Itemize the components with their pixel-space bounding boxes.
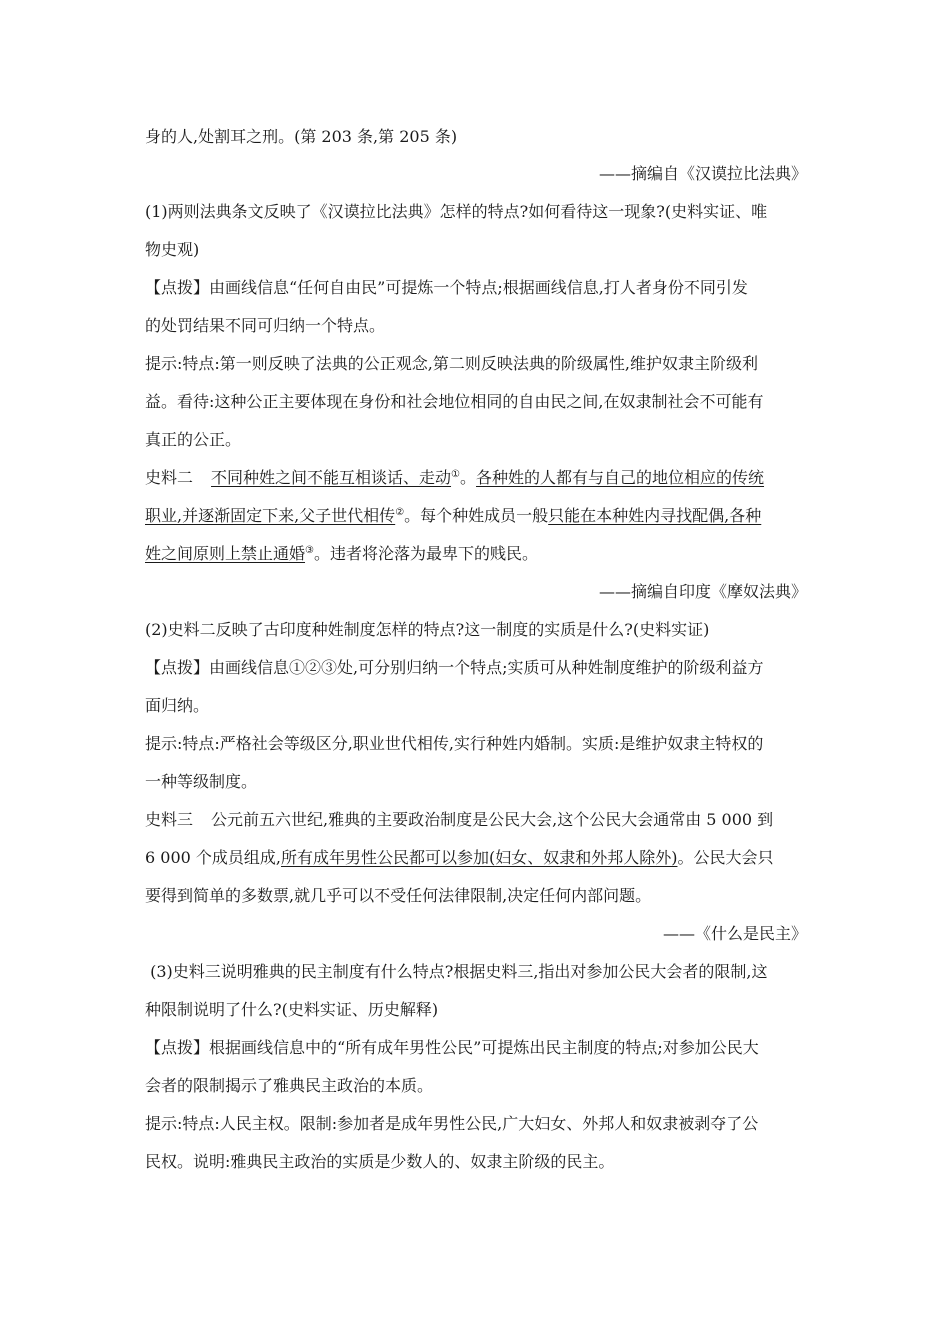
answer-3-cont: 民权。说明:雅典民主政治的实质是少数人的、奴隶主阶级的民主。 xyxy=(145,1152,615,1171)
answer-2-cont: 一种等级制度。 xyxy=(145,772,258,791)
source-3-line-1 xyxy=(145,810,807,830)
plain-text: 。违者将沦落为最卑下的贱民。 xyxy=(313,544,538,563)
text-line: 身的人,处割耳之刑。(第 203 条,第 205 条) xyxy=(145,127,458,146)
marker: ① xyxy=(451,469,460,480)
plain-text: 。公民大会只 xyxy=(677,848,774,867)
source-citation: ——摘编自印度《摩奴法典》 xyxy=(598,582,807,601)
hint-1: 【点拨】由画线信息“任何自由民”可提炼一个特点;根据画线信息,打人者身份不同引发 xyxy=(145,278,748,297)
marker: ③ xyxy=(305,545,314,556)
answer-1-cont: 益。看待:这种公正主要体现在身份和社会地位相同的自由民之间,在奴隶制社会不可能有 xyxy=(145,392,764,411)
underlined-text: 只能在本种姓内寻找配偶,各种 xyxy=(548,506,762,525)
hint-3-cont: 会者的限制揭示了雅典民主政治的本质。 xyxy=(145,1076,434,1095)
hint-2-cont: 面归纳。 xyxy=(145,696,210,715)
plain-text: 6 000 个成员组成, xyxy=(145,848,281,867)
source-2-label: 史料二 xyxy=(145,468,194,487)
underlined-text: 所有成年男性公民都可以参加(妇女、奴隶和外邦人除外) xyxy=(280,848,678,867)
hint-3: 【点拨】根据画线信息中的“所有成年男性公民”可提炼出民主制度的特点;对参加公民大 xyxy=(145,1038,759,1057)
answer-1: 提示:特点:第一则反映了法典的公正观念,第二则反映法典的阶级属性,维护奴隶主阶级利 xyxy=(145,354,758,373)
underlined-text: 姓之间原则上禁止通婚 xyxy=(145,544,306,563)
underlined-text: 不同种姓之间不能互相谈话、走动 xyxy=(211,468,452,487)
plain-text: 。 xyxy=(460,468,477,487)
question-1-cont: 物史观) xyxy=(145,240,200,259)
question-3-cont: 种限制说明了什么?(史料实证、历史解释) xyxy=(145,1000,439,1019)
answer-3: 提示:特点:人民主权。限制:参加者是成年男性公民,广大妇女、外邦人和奴隶被剥夺了公 xyxy=(145,1114,759,1133)
plain-text: 公元前五六世纪,雅典的主要政治制度是公民大会,这个公民大会通常由 5 000 到 xyxy=(211,810,774,829)
hint-2: 【点拨】由画线信息①②③处,可分别归纳一个特点;实质可从种姓制度维护的阶级利益方 xyxy=(145,658,764,677)
question-1: (1)两则法典条文反映了《汉谟拉比法典》怎样的特点?如何看待这一现象?(史料实证、唯 xyxy=(145,202,768,221)
source-3-line-3: 要得到简单的多数票,就几乎可以不受任何法律限制,决定任何内部问题。 xyxy=(145,886,652,905)
source-2-line-1 xyxy=(145,468,807,488)
answer-2: 提示:特点:严格社会等级区分,职业世代相传,实行种姓内婚制。实质:是维护奴隶主特权的 xyxy=(145,734,764,753)
question-2: (2)史料二反映了古印度种姓制度怎样的特点?这一制度的实质是什么?(史料实证) xyxy=(145,620,710,639)
underlined-text: 职业,并逐渐固定下来,父子世代相传 xyxy=(145,506,396,525)
source-2-line-2 xyxy=(145,506,807,526)
source-2-line-3 xyxy=(145,544,807,564)
marker: ② xyxy=(395,507,405,518)
underlined-text: 各种姓的人都有与自己的地位相应的传统 xyxy=(476,468,765,487)
answer-1-end: 真正的公正。 xyxy=(145,430,242,449)
source-citation: ——《什么是民主》 xyxy=(662,924,807,943)
hint-1-cont: 的处罚结果不同可归纳一个特点。 xyxy=(145,316,386,335)
plain-text: 。每个种姓成员一般 xyxy=(404,506,549,525)
source-3-line-2 xyxy=(145,848,807,868)
source-3-label: 史料三 xyxy=(145,810,194,829)
question-3: (3)史料三说明雅典的民主制度有什么特点?根据史料三,指出对参加公民大会者的限制,这 xyxy=(145,962,768,981)
source-citation: ——摘编自《汉谟拉比法典》 xyxy=(598,164,807,183)
